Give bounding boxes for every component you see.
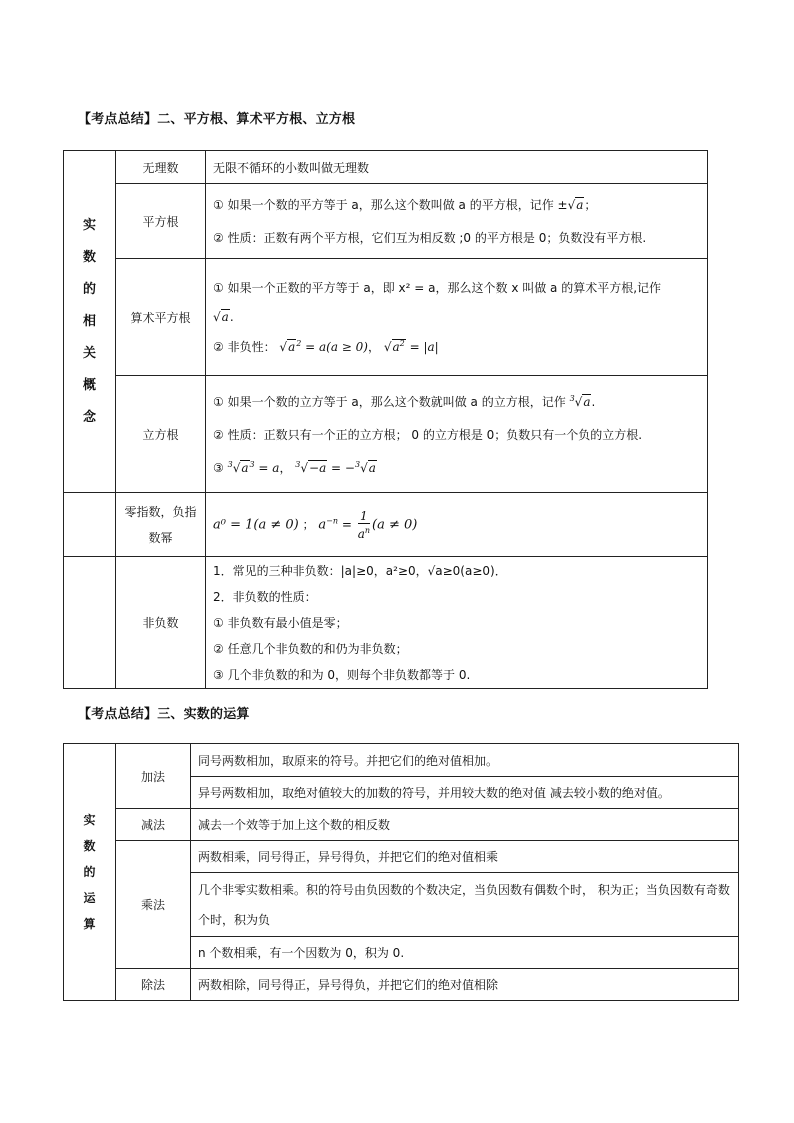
multiplication-rule: n 个数相乘，有一个因数为 0，积为 0. xyxy=(191,937,739,969)
square-root-def-text: ① 如果一个数的平方等于 a，那么这个数叫做 a 的平方根，记作 ± xyxy=(213,198,568,212)
cube-root-def: ① 如果一个数的立方等于 a，那么这个数就叫做 a 的立方根，记作 $^3$√a. xyxy=(213,393,596,409)
category-char: 数 xyxy=(83,839,96,853)
fraction-one-over-a-n xyxy=(358,509,370,541)
cell-arithmetic-root xyxy=(206,259,708,376)
label-non-negative: 非负数 xyxy=(116,557,206,689)
label-line: 数幂 xyxy=(148,530,173,545)
empty-category-cell xyxy=(64,493,116,557)
square-root-property: ② 性质：正数有两个平方根，它们互为相反数 ;0 的平方根是 0；负数没有平方根. xyxy=(213,231,647,245)
multiplication-rule: 几个非零实数相乘。积的符号由负因数的个数决定，当负因数有偶数个时， 积为正；当负因数有奇数个时，积为负 xyxy=(191,873,739,937)
cell-cube-root xyxy=(206,376,708,493)
square-root-def: ① 如果一个数的平方等于 a，那么这个数叫做 a 的平方根，记作 ±√a； xyxy=(213,198,597,212)
den-exponent: n xyxy=(364,525,371,535)
category-char: 的 xyxy=(82,281,96,297)
nonneg-label: ② 非负性： xyxy=(213,340,276,354)
label-square-root: 平方根 xyxy=(116,184,206,259)
punct: . xyxy=(229,310,234,324)
label-subtraction: 减法 xyxy=(116,809,191,841)
cell-square-root xyxy=(206,184,708,259)
roots-concepts-table xyxy=(63,150,708,689)
radicand: a xyxy=(576,198,584,212)
category-char: 念 xyxy=(82,409,96,425)
label-zero-negative-exponent xyxy=(116,493,206,557)
label-multiplication: 乘法 xyxy=(116,841,191,969)
formula-neg-exp-base: a xyxy=(318,517,327,532)
section-heading-roots: 【考点总结】二、平方根、算术平方根、立方根 xyxy=(78,112,356,127)
non-negative-line: ① 非负数有最小值是零； xyxy=(213,615,348,630)
non-negative-line: ③ 几个非负数的和为 0，则每个非负数都等于 0. xyxy=(213,667,471,682)
formula-condition: (a ≠ 0) xyxy=(372,517,418,532)
label-arithmetic-root: 算术平方根 xyxy=(116,259,206,376)
label-cube-root: 立方根 xyxy=(116,376,206,493)
label-addition: 加法 xyxy=(116,744,191,809)
arithmetic-root-nonneg: ② 非负性： $√a^2 = a(a \ge 0)$， $√a^2 = |a|$ xyxy=(213,339,439,354)
non-negative-line: ② 任意几个非负数的和仍为非负数； xyxy=(213,641,408,656)
operations-table xyxy=(63,743,739,1001)
label-division: 除法 xyxy=(116,969,191,1001)
fraction-denominator xyxy=(358,524,370,541)
fraction-numerator: 1 xyxy=(358,509,370,524)
label-line: 零指数，负指 xyxy=(124,504,197,519)
category-char: 关 xyxy=(82,345,96,361)
category-char: 数 xyxy=(82,249,96,265)
formula-abs-a: |a| xyxy=(423,340,439,354)
category-real-number-concepts xyxy=(64,151,116,493)
punct: ； xyxy=(584,198,597,212)
subtraction-rule: 减去一个效等于加上这个数的相反数 xyxy=(191,809,739,841)
category-char: 运 xyxy=(83,891,96,905)
non-negative-line: 2．非负数的性质： xyxy=(213,589,317,604)
formula-zero-exponent: a⁰ = 1(a ≠ 0) xyxy=(213,517,299,532)
formula-sqrt-a-squared: a(a ≥ 0) xyxy=(319,340,368,354)
empty-category-cell xyxy=(64,557,116,689)
den-base: a xyxy=(357,526,365,541)
cell-non-negative xyxy=(206,557,708,689)
radicand: a xyxy=(221,310,229,324)
addition-rule: 异号两数相加，取绝对値较大的加数的符号，并用较大数的绝对值 减去较小数的绝对值。 xyxy=(191,777,739,809)
category-char: 的 xyxy=(83,865,96,879)
division-rule: 两数相除，同号得正，异号得负，并把它们的绝对值相除 xyxy=(191,969,739,1001)
category-real-number-operations xyxy=(64,744,116,1001)
label-irrational: 无理数 xyxy=(116,151,206,184)
category-char: 相 xyxy=(82,313,96,329)
formula-neg-exp-exponent: −n xyxy=(326,516,339,525)
cube-root-property: ② 性质：正数只有一个正的立方根； 0 的立方根是 0；负数只有一个负的立方根. xyxy=(213,427,643,442)
multiplication-rule: 两数相乘，同号得正，异号得负，并把它们的绝对值相乘 xyxy=(191,841,739,873)
text-irrational: 无限不循环的小数叫做无理数 xyxy=(206,151,708,184)
radicand: a xyxy=(583,394,591,409)
circled-3: ③ xyxy=(213,460,224,475)
category-char: 实 xyxy=(82,217,96,233)
category-char: 算 xyxy=(83,917,96,931)
addition-rule: 同号两数相加，取原来的符号。并把它们的绝对值相加。 xyxy=(191,744,739,777)
cell-exponent-formulas: a⁰ = 1(a ≠ 0) ； $a^{-n}$ = $\frac{1}{a^n}$ (a ≠ 0) xyxy=(206,493,708,557)
separator: ； xyxy=(302,517,315,531)
cube-root-identities: ③ $^3√a^3 = a$， $^3$√−a = −$^3$√a xyxy=(213,459,376,475)
arithmetic-root-def: ① 如果一个正数的平方等于 a，即 x² = a，那么这个数 x 叫做 a 的算术平方根,记作 xyxy=(213,281,662,295)
arithmetic-root-notation: √a. xyxy=(213,310,234,324)
category-char: 概 xyxy=(82,377,96,393)
section-heading-operations: 【考点总结】三、实数的运算 xyxy=(78,707,250,722)
cube-root-def-text: ① 如果一个数的立方等于 a，那么这个数就叫做 a 的立方根，记作 xyxy=(213,394,566,409)
category-char: 实 xyxy=(83,813,96,827)
non-negative-line: 1．常见的三种非负数：|a|≥0，a²≥0，√a≥0(a≥0)． xyxy=(213,563,507,578)
